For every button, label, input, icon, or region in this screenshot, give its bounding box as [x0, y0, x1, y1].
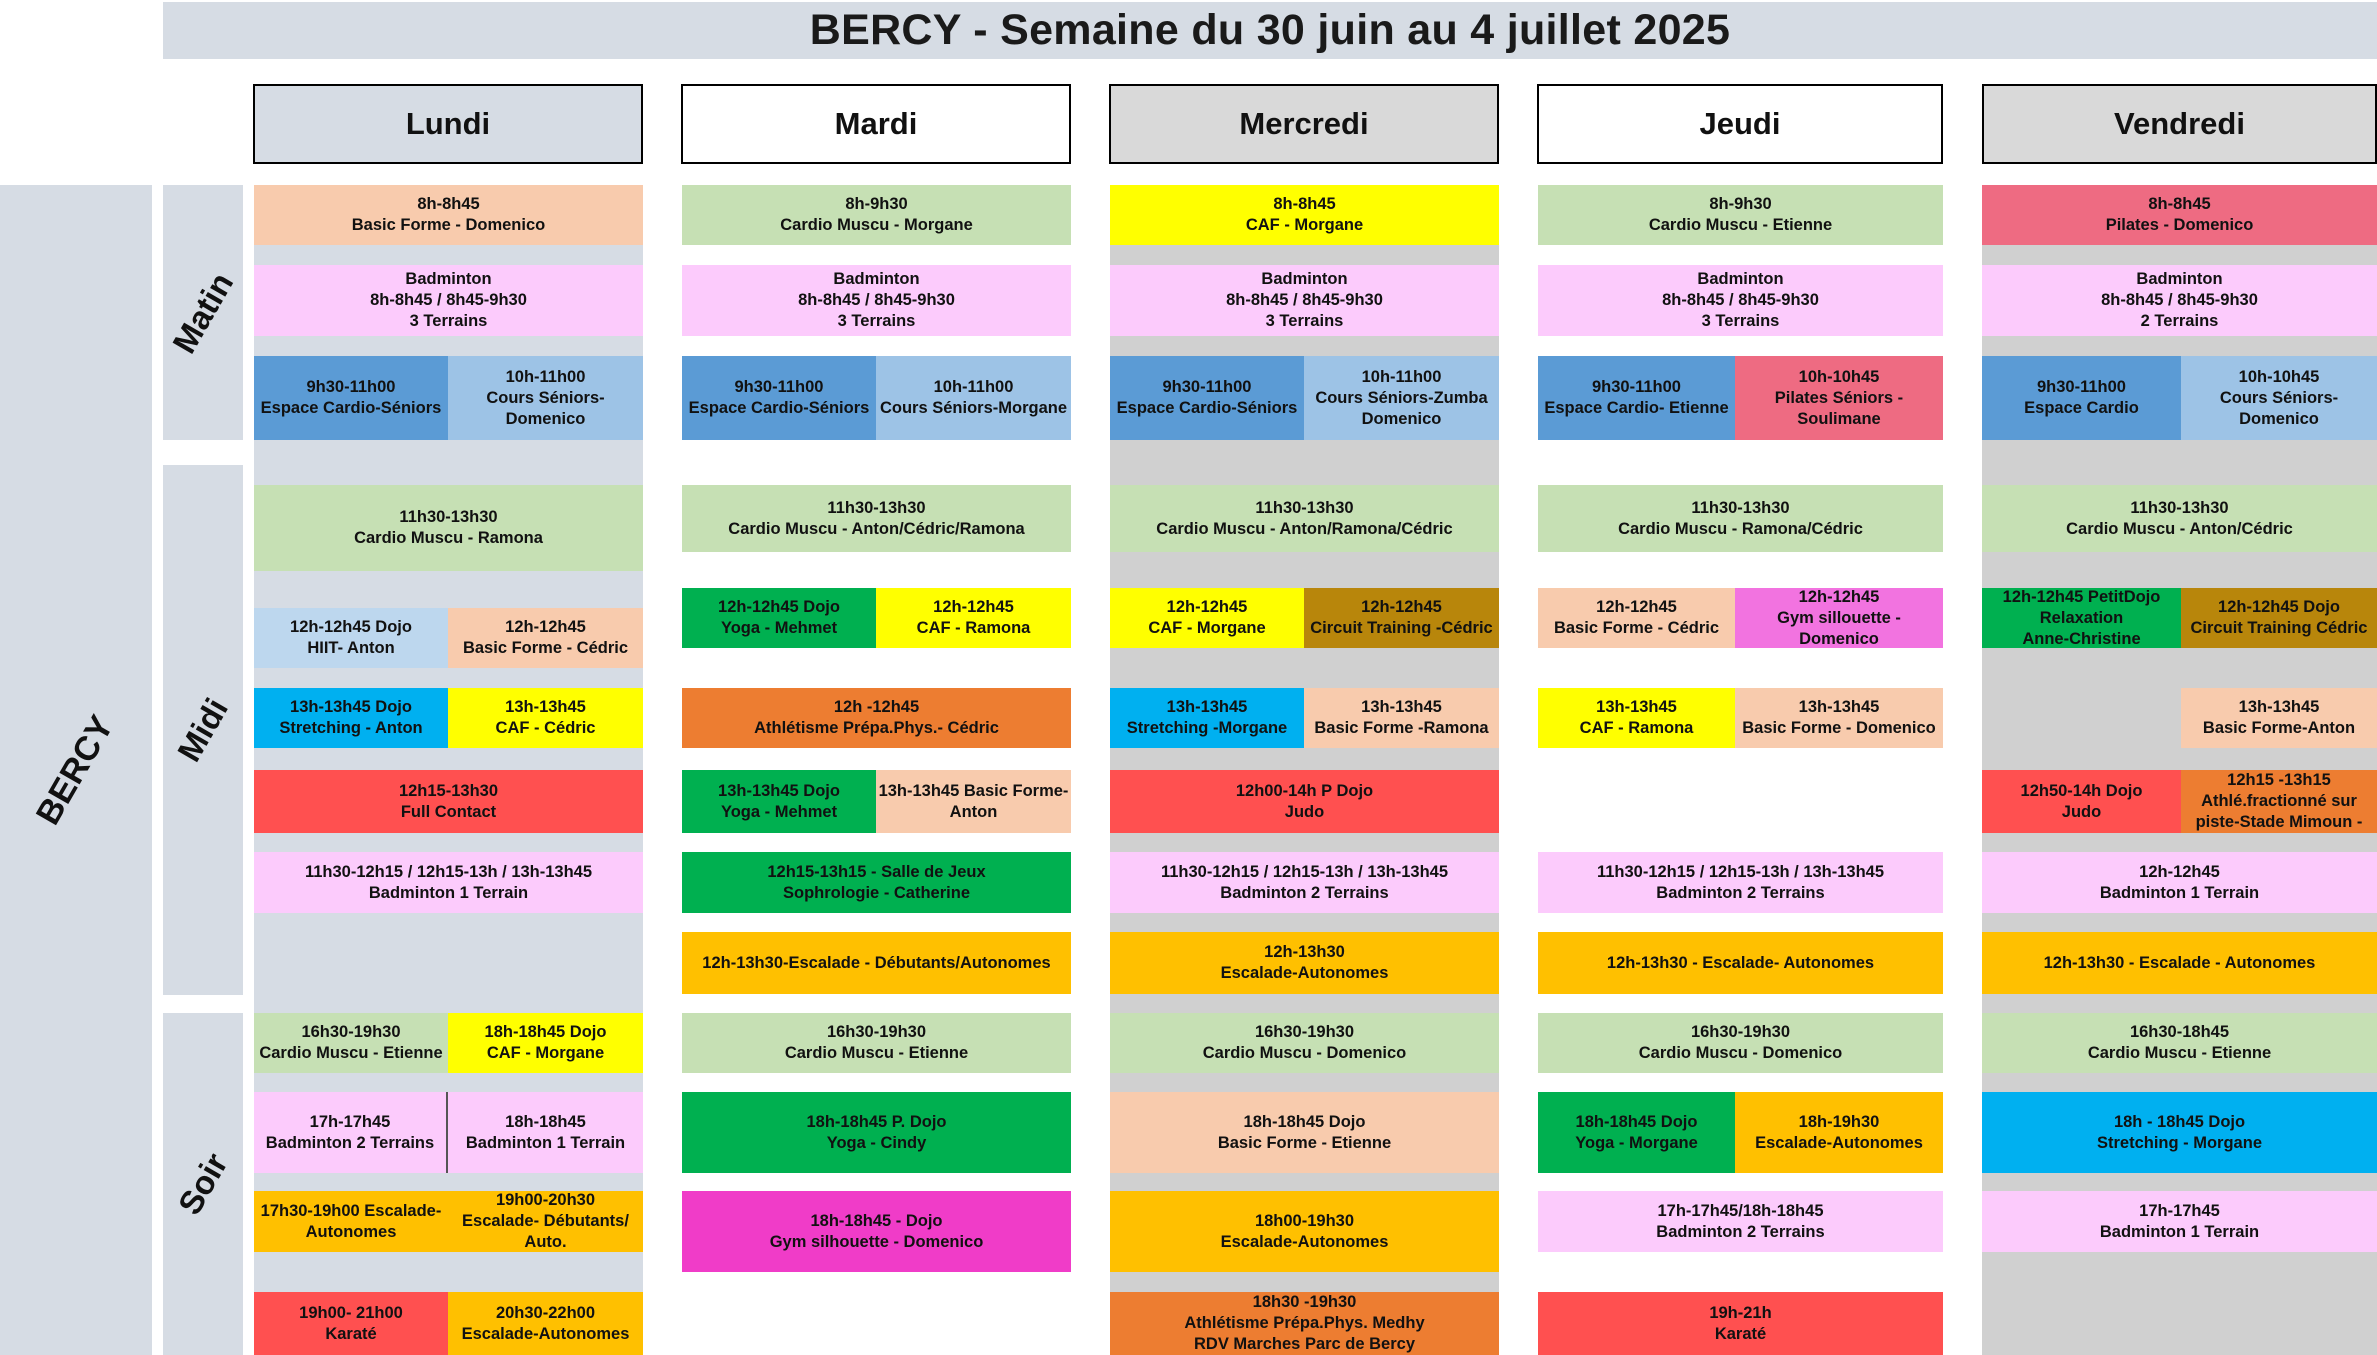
activity-block	[682, 485, 1071, 552]
block-text-line: Full Contact	[400, 802, 497, 821]
block-text-line: Pilates Séniors -	[1774, 388, 1904, 407]
activity-block	[682, 770, 876, 833]
block-text-line: 11h30-12h15 / 12h15-13h / 13h-13h45	[1160, 862, 1449, 881]
activity-block	[1110, 770, 1499, 833]
activity-block	[2181, 688, 2377, 748]
activity-block	[1982, 770, 2181, 833]
block-text-line: Domenico	[1361, 409, 1442, 428]
activity-block	[1110, 356, 1304, 440]
block-text-line: Badminton 2 Terrains	[1656, 883, 1825, 902]
block-text-line: Cardio Muscu - Ramona	[354, 529, 543, 547]
block-text-line: Karaté	[1714, 1324, 1767, 1343]
block-text-line: 13h-13h45	[505, 698, 586, 716]
activity-block	[1110, 1292, 1499, 1355]
page-title: BERCY - Semaine du 30 juin au 4 juillet 2025	[163, 2, 2377, 59]
block-text-line: Judo	[2061, 802, 2102, 821]
activity-block	[448, 1292, 643, 1355]
activity-block	[1110, 688, 1304, 748]
block-text-line: 8h-8h45 / 8h45-9h30	[798, 291, 955, 309]
activity-block	[448, 688, 643, 748]
block-text-line: 11h30-13h30	[827, 498, 926, 517]
activity-block	[1538, 852, 1943, 913]
activity-block	[1538, 1292, 1943, 1355]
day-header-lundi: Lundi	[253, 84, 643, 164]
activity-block	[682, 1191, 1071, 1272]
block-text-line: 13h-13h45 Dojo	[718, 781, 840, 800]
section-label-midi: Midi	[170, 691, 236, 768]
activity-block	[448, 1191, 643, 1252]
activity-block	[682, 688, 1071, 748]
block-text-line: 13h-13h45	[1798, 698, 1880, 716]
day-header-jeudi: Jeudi	[1537, 84, 1943, 164]
activity-block	[448, 356, 643, 440]
block-text-line: 8h-8h45	[2148, 195, 2211, 213]
block-text-line: 8h-8h45 / 8h45-9h30	[1226, 291, 1383, 309]
activity-block: 12h-13h30-Escalade - Débutants/Autonomes	[682, 932, 1071, 994]
block-text-line: 19h00- 21h00	[299, 1303, 403, 1322]
activity-block: 12h-13h30 - Escalade - Autonomes	[1982, 932, 2377, 994]
section-soir	[163, 1013, 243, 1355]
site-label: BERCY	[29, 708, 122, 831]
block-text-line: 12h-12h45	[1166, 598, 1248, 616]
activity-block	[448, 608, 643, 668]
block-text-line: Badminton	[405, 270, 492, 288]
block-text-line: 16h30-19h30	[826, 1023, 927, 1041]
block-text-line: Badminton	[833, 270, 920, 288]
block-text-line: Sophrologie - Catherine	[782, 883, 970, 902]
block-text-line: 12h00-14h P Dojo	[1235, 781, 1374, 800]
block-text-line: CAF - Ramona	[916, 619, 1031, 637]
block-text-line: 12h-13h30	[1264, 943, 1345, 961]
block-text-line: Cardio Muscu - Domenico	[1638, 1044, 1843, 1062]
block-text-line: 12h-12h45 Dojo	[718, 598, 840, 616]
block-text-line: Cours Séniors-	[2219, 388, 2339, 407]
block-text-line: Gym sillouette -	[1777, 608, 1901, 627]
activity-block	[876, 356, 1071, 440]
block-text-line: Espace Cardio-Séniors	[1116, 399, 1298, 417]
block-text-line: Anton	[949, 802, 998, 821]
block-text-line: Espace Cardio- Etienne	[1544, 399, 1729, 417]
block-text-line: Basic Forme - Domenico	[351, 216, 546, 234]
block-text-line: Badminton 1 Terrain	[2099, 1222, 2260, 1241]
block-text-line: 13h-13h45	[1361, 698, 1442, 716]
block-text-line: Escalade- Débutants/	[462, 1212, 629, 1230]
block-text-line: Basic Forme - Etienne	[1217, 1133, 1392, 1152]
day-header-vendredi: Vendredi	[1982, 84, 2377, 164]
block-text-line: Badminton 2 Terrains	[1656, 1222, 1825, 1241]
block-text-line: 9h30-11h00	[2037, 378, 2126, 396]
block-text-line: Cardio Muscu - Etienne	[2087, 1044, 2272, 1062]
block-text-line: 18h-18h45	[505, 1112, 586, 1131]
block-text-line: 18h-18h45 Dojo	[484, 1023, 607, 1041]
activity-block	[1735, 356, 1943, 440]
block-text-line: 8h-8h45 / 8h45-9h30	[370, 291, 527, 309]
activity-block	[254, 1191, 448, 1252]
day-header-mercredi: Mercredi	[1109, 84, 1499, 164]
block-text-line: Auto.	[524, 1233, 567, 1251]
block-text-line: 13h-13h45	[1596, 698, 1677, 716]
block-text-line: Badminton 1 Terrain	[465, 1133, 626, 1152]
block-text-line: 16h30-19h30	[1690, 1023, 1791, 1041]
activity-block	[682, 588, 876, 648]
block-text-line: 12h-12h45	[2139, 862, 2220, 881]
block-text-line: Domenico	[505, 409, 586, 428]
block-text-line: 11h30-12h15 / 12h15-13h / 13h-13h45	[304, 862, 593, 881]
activity-block	[254, 185, 643, 245]
block-text-line: 18h30 -19h30	[1252, 1293, 1357, 1311]
block-text-line: 10h-10h45	[2238, 367, 2320, 386]
block-text-line: 12h-12h45 Dojo	[2218, 598, 2340, 616]
block-text-line: 8h-8h45 / 8h45-9h30	[1662, 291, 1819, 309]
block-text-line: 3 Terrains	[409, 312, 488, 330]
block-text-line: Judo	[1284, 802, 1325, 821]
block-text-line: 12h15-13h30	[398, 781, 499, 800]
block-text-line: 12h-12h45	[505, 618, 586, 636]
block-text-line: CAF - Morgane	[1245, 216, 1364, 234]
activity-block	[1538, 265, 1943, 336]
activity-block	[448, 1013, 643, 1073]
block-text-line: 10h-10h45	[1798, 367, 1880, 386]
block-text-line: Cours Séniors-Zumba	[1315, 388, 1488, 407]
block-text-line: 12h15-13h15 - Salle de Jeux	[767, 862, 986, 881]
activity-block	[2181, 356, 2377, 440]
block-text-line: Autonomes	[305, 1222, 397, 1241]
activity-block	[682, 1013, 1071, 1073]
activity-block	[1982, 356, 2181, 440]
activity-block	[1735, 688, 1943, 748]
block-text-line: Domenico	[1799, 629, 1879, 648]
block-text-line: Cardio Muscu - Etienne	[259, 1044, 443, 1062]
block-text-line: 3 Terrains	[1701, 312, 1780, 330]
block-text-line: Cardio Muscu - Ramona/Cédric	[1618, 519, 1863, 538]
activity-block	[1110, 1092, 1499, 1173]
activity-block	[254, 265, 643, 336]
block-text-line: 9h30-11h00	[1592, 378, 1681, 396]
block-text-line: Escalade-Autonomes	[1220, 964, 1389, 982]
activity-block	[1982, 588, 2181, 648]
block-text-line: 18h-18h45 P. Dojo	[806, 1112, 947, 1131]
block-text-line: 12h-12h45 Dojo	[290, 618, 412, 636]
block-text-line: CAF - Cédric	[495, 719, 596, 737]
block-text-line: Badminton	[1697, 270, 1784, 288]
block-text-line: 17h-17h45/18h-18h45	[1657, 1201, 1824, 1220]
activity-block	[1538, 1092, 1735, 1173]
block-text-line: 16h30-19h30	[301, 1023, 401, 1041]
activity-block	[1982, 265, 2377, 336]
section-matin	[163, 185, 243, 440]
activity-block	[1982, 1092, 2377, 1173]
block-text-line: 2 Terrains	[2140, 312, 2219, 330]
block-text-line: 18h - 18h45 Dojo	[2113, 1112, 2246, 1131]
activity-block	[1304, 688, 1499, 748]
block-text-line: 9h30-11h00	[734, 378, 824, 396]
block-text-line: 18h-18h45 Dojo	[1575, 1112, 1698, 1131]
block-text-line: 12h15 -13h15	[2227, 771, 2331, 789]
block-text-line: CAF - Ramona	[1579, 719, 1694, 737]
activity-block	[1110, 852, 1499, 913]
block-text-line: 3 Terrains	[1265, 312, 1344, 330]
activity-block	[876, 770, 1071, 833]
block-text-line: Yoga - Cindy	[826, 1133, 927, 1152]
block-text-line: 13h-13h45 Dojo	[290, 698, 412, 716]
block-text-line: 8h-9h30	[845, 195, 908, 213]
activity-block	[254, 770, 643, 833]
block-text-line: Basic Forme - Cédric	[1553, 619, 1720, 637]
block-text-line: Cardio Muscu - Anton/Cédric	[2066, 519, 2293, 538]
block-text-line: Espace Cardio-Séniors	[260, 399, 442, 417]
block-text-line: Stretching - Morgane	[2096, 1133, 2262, 1152]
activity-block	[1538, 588, 1735, 648]
block-text-line: 19h-21h	[1709, 1303, 1772, 1322]
activity-block	[1735, 588, 1943, 648]
section-label-matin: Matin	[165, 265, 241, 359]
activity-block	[1110, 265, 1499, 336]
activity-block	[1538, 185, 1943, 245]
block-text-line: Yoga - Morgane	[1575, 1133, 1698, 1152]
activity-block	[876, 588, 1071, 648]
activity-block	[1110, 485, 1499, 552]
block-text-line: 18h00-19h30	[1254, 1211, 1355, 1230]
activity-block	[254, 485, 643, 571]
block-text-line: 16h30-18h45	[2129, 1023, 2230, 1041]
block-text-line: 10h-11h00	[1361, 367, 1442, 386]
block-text-line: 12h50-14h Dojo	[2020, 781, 2143, 800]
activity-block	[254, 1292, 448, 1355]
block-text-line: 8h-8h45	[1273, 195, 1336, 213]
block-text-line: 12h -12h45	[833, 698, 920, 716]
activity-block	[1735, 1092, 1943, 1173]
block-text-line: Cardio Muscu - Anton/Ramona/Cédric	[1156, 519, 1453, 538]
block-text-line: 8h-9h30	[1709, 195, 1772, 213]
block-text-line: Anne-Christine	[2022, 629, 2141, 648]
activity-block	[1538, 356, 1735, 440]
block-text-line: Karaté	[325, 1324, 377, 1343]
block-text-line: 12h-12h45	[1361, 598, 1442, 616]
block-text-line: Cardio Muscu - Anton/Cédric/Ramona	[728, 519, 1025, 538]
block-text-line: piste-Stade Mimoun -	[2195, 813, 2363, 831]
activity-block	[1538, 688, 1735, 748]
activity-block	[682, 356, 876, 440]
activity-block	[682, 265, 1071, 336]
section-midi	[163, 465, 243, 995]
block-text-line: Badminton 1 Terrain	[2099, 883, 2260, 902]
section-label-soir: Soir	[170, 1146, 235, 1221]
block-text-line: Badminton 1 Terrain	[368, 883, 529, 902]
activity-block	[1110, 588, 1304, 648]
block-text-line: 18h-18h45 - Dojo	[810, 1211, 943, 1230]
activity-block	[682, 1092, 1071, 1173]
block-text-line: Cardio Muscu - Domenico	[1202, 1044, 1407, 1062]
block-text-line: Athlétisme Prépa.Phys.- Cédric	[754, 719, 999, 737]
block-text-line: Stretching - Anton	[279, 719, 423, 737]
block-text-line: 9h30-11h00	[1162, 378, 1252, 396]
block-text-line: 12h-12h45	[1798, 588, 1880, 606]
block-text-line: Soulimane	[1797, 409, 1881, 428]
block-text-line: 17h-17h45	[2139, 1201, 2220, 1220]
block-text-line: Basic Forme-Anton	[2202, 719, 2356, 737]
site-label-column	[0, 185, 152, 1355]
block-text-line: 17h-17h45	[309, 1112, 391, 1131]
block-text-line: 17h30-19h00 Escalade-	[260, 1201, 442, 1220]
block-text-line: 18h-18h45 Dojo	[1243, 1112, 1366, 1131]
block-text-line: Athlé.fractionné sur	[2201, 792, 2357, 810]
block-text-line: 11h30-13h30	[1255, 498, 1354, 517]
block-text-line: 13h-13h45 Basic Forme-	[878, 781, 1069, 800]
block-text-line: Stretching -Morgane	[1126, 719, 1288, 737]
block-text-line: Relaxation	[2039, 608, 2124, 627]
block-text-line: 9h30-11h00	[306, 378, 396, 396]
activity-block	[682, 185, 1071, 245]
block-text-line: Basic Forme - Cédric	[462, 639, 629, 657]
activity-block	[1982, 1013, 2377, 1073]
block-text-line: Espace Cardio-Séniors	[688, 399, 870, 417]
activity-block	[1538, 1013, 1943, 1073]
block-text-line: 10h-11h00	[933, 378, 1014, 396]
activity-block	[254, 852, 643, 913]
activity-block: 12h-13h30 - Escalade- Autonomes	[1538, 932, 1943, 994]
block-text-line: CAF - Morgane	[486, 1044, 605, 1062]
activity-block	[1110, 1191, 1499, 1272]
block-text-line: Basic Forme - Domenico	[1742, 719, 1936, 737]
activity-block	[2181, 588, 2377, 648]
block-text-line: Cardio Muscu - Etienne	[784, 1044, 969, 1062]
activity-block	[2181, 770, 2377, 833]
block-text-line: 3 Terrains	[837, 312, 916, 330]
block-text-line: 13h-13h45	[2238, 698, 2320, 716]
block-text-line: Escalade-Autonomes	[1220, 1232, 1389, 1251]
block-text-line: CAF - Morgane	[1148, 619, 1266, 637]
block-text-line: 8h-8h45 / 8h45-9h30	[2101, 291, 2258, 309]
activity-block	[254, 1013, 448, 1073]
activity-block	[1304, 356, 1499, 440]
activity-block	[1538, 1191, 1943, 1252]
block-text-line: Yoga - Mehmet	[720, 802, 838, 821]
block-text-line: Gym silhouette - Domenico	[769, 1232, 984, 1251]
block-text-line: Cours Séniors-Morgane	[879, 399, 1068, 417]
block-text-line: HIIT- Anton	[307, 639, 395, 657]
block-text-line: Badminton	[1261, 270, 1348, 288]
block-text-line: Badminton 2 Terrains	[1220, 883, 1389, 902]
block-text-line: Espace Cardio	[2024, 399, 2139, 417]
block-text-line: RDV Marches Parc de Bercy	[1193, 1335, 1416, 1353]
block-text-line: Cours Séniors-	[486, 388, 605, 407]
day-header-mardi: Mardi	[681, 84, 1071, 164]
activity-block	[254, 688, 448, 748]
activity-block	[1304, 588, 1499, 648]
block-text-line: 19h00-20h30	[495, 1191, 596, 1209]
block-text-line: 16h30-19h30	[1254, 1023, 1355, 1041]
block-text-line: Escalade-Autonomes	[461, 1324, 630, 1343]
block-text-line: Badminton	[2136, 270, 2223, 288]
activity-block	[254, 1092, 448, 1173]
activity-block	[1538, 485, 1943, 552]
block-text-line: 8h-8h45	[417, 195, 480, 213]
block-text-line: Yoga - Mehmet	[720, 619, 838, 637]
activity-block	[1982, 185, 2377, 245]
block-text-line: Cardio Muscu - Etienne	[1648, 216, 1833, 234]
activity-block	[1982, 852, 2377, 913]
block-text-line: 13h-13h45	[1166, 698, 1248, 716]
block-text-line: Athlétisme Prépa.Phys. Medhy	[1184, 1314, 1425, 1332]
block-text-line: 11h30-13h30	[2130, 498, 2229, 517]
block-text-line: 20h30-22h00	[495, 1303, 596, 1322]
block-text-line: 12h-12h45 PetitDojo	[2002, 588, 2161, 606]
block-text-line: 10h-11h00	[505, 367, 586, 386]
block-text-line: 12h-12h45	[1596, 598, 1677, 616]
block-text-line: 18h-19h30	[1798, 1112, 1880, 1131]
block-text-line: Cardio Muscu - Morgane	[780, 216, 973, 234]
block-text-line: Basic Forme -Ramona	[1314, 719, 1489, 737]
activity-block	[448, 1092, 643, 1173]
block-text-line: Escalade-Autonomes	[1755, 1133, 1923, 1152]
block-text-line: Pilates - Domenico	[2105, 216, 2254, 234]
block-text-line: 11h30-13h30	[399, 508, 498, 526]
block-text-line: Domenico	[2239, 409, 2319, 428]
block-text-line: Circuit Training -Cédric	[1310, 619, 1493, 637]
activity-block	[254, 608, 448, 668]
activity-block	[1110, 185, 1499, 245]
activity-block	[1110, 932, 1499, 994]
activity-block	[1982, 1191, 2377, 1252]
block-text-line: 11h30-13h30	[1691, 498, 1790, 517]
activity-block	[254, 356, 448, 440]
activity-block	[1110, 1013, 1499, 1073]
block-text-line: 12h-12h45	[933, 598, 1014, 616]
block-text-line: Badminton 2 Terrains	[265, 1133, 435, 1152]
activity-block	[1982, 485, 2377, 552]
block-text-line: Circuit Training Cédric	[2190, 619, 2368, 637]
block-text-line: 11h30-12h15 / 12h15-13h / 13h-13h45	[1596, 862, 1885, 881]
activity-block	[682, 852, 1071, 913]
